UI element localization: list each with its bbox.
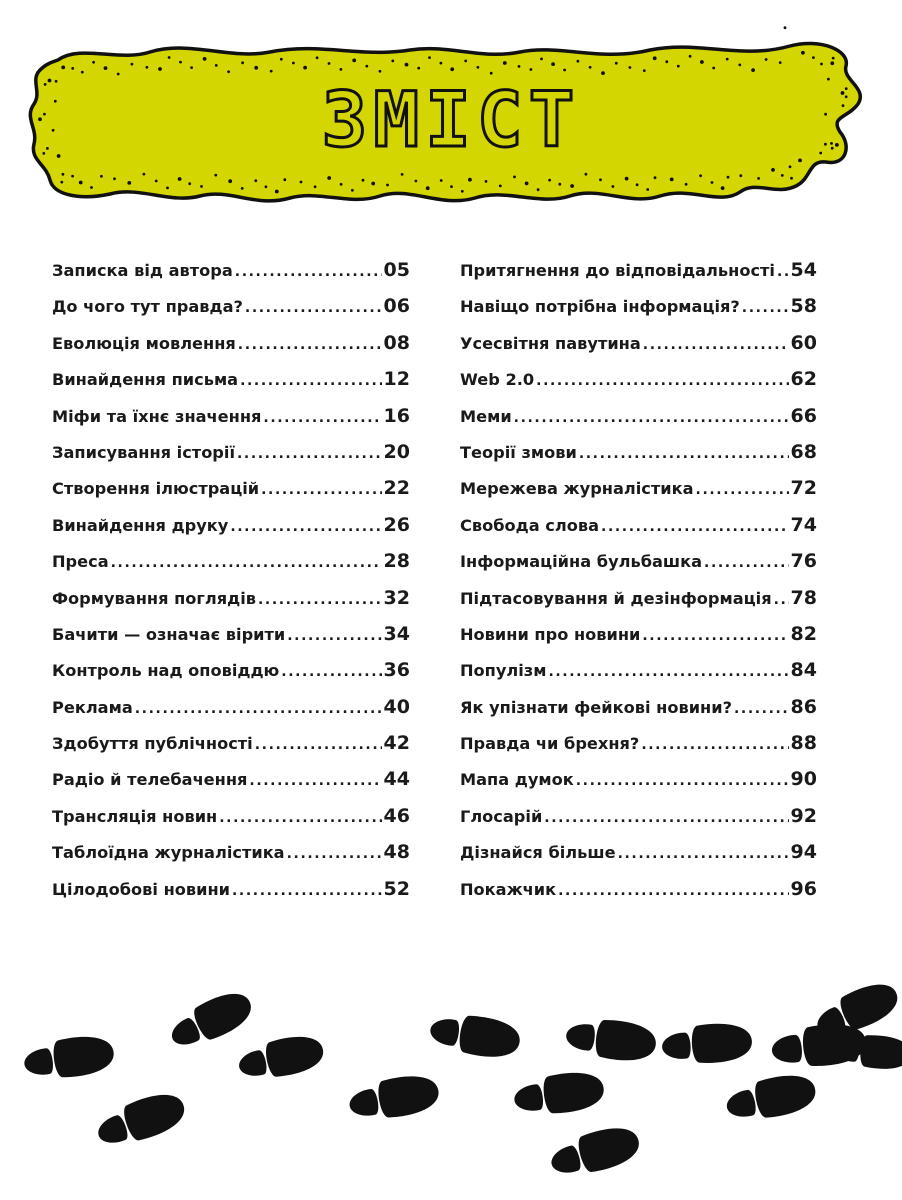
toc-entry	[460, 659, 817, 695]
banner-dot	[391, 60, 394, 63]
banner-dot	[200, 185, 203, 188]
toc-entry-page: 90	[790, 768, 817, 791]
banner-dot	[711, 181, 714, 184]
banner-dot	[280, 58, 283, 61]
banner-dot	[812, 56, 815, 59]
banner-dot	[214, 174, 217, 177]
toc-entry-title: Винайдення друку	[52, 515, 229, 535]
toc-entry-title: Еволюція мовлення	[52, 333, 236, 353]
banner-dot	[712, 67, 715, 70]
toc-entry	[460, 841, 817, 877]
banner-dot	[612, 185, 615, 188]
toc-entry-title: Притягнення до відповідальності	[460, 261, 775, 280]
toc-entry	[460, 368, 817, 404]
toc-entry-title: Створення ілюстрацій	[52, 479, 260, 499]
dot-leader	[232, 883, 382, 899]
toc-entry-title: Дізнайся більше	[460, 843, 616, 863]
toc-entry	[52, 477, 410, 513]
toc-entry-title: Популізм	[460, 661, 547, 681]
dot-leader	[258, 592, 382, 608]
banner-dot	[351, 189, 354, 192]
toc-entry-page: 82	[790, 622, 817, 645]
toc-entry	[460, 732, 817, 768]
toc-entry-page: 32	[383, 586, 410, 609]
toc-entry	[52, 405, 410, 441]
banner-dot	[537, 188, 540, 191]
banner-dot	[685, 183, 688, 186]
banner-dot	[283, 178, 286, 181]
toc-entry-title: Глосарій	[460, 806, 543, 826]
banner-dot	[790, 177, 793, 180]
banner-dot	[428, 56, 431, 59]
toc-entry-title: Мережева журналістика	[460, 479, 694, 499]
banner-dot	[784, 26, 787, 29]
toc-entry	[460, 550, 817, 586]
toc-entry-page: 20	[383, 440, 410, 463]
banner-dot	[530, 68, 533, 71]
dot-leader	[219, 810, 381, 826]
banner-dot	[636, 183, 639, 186]
dot-leader	[245, 300, 382, 316]
dot-leader	[536, 373, 788, 389]
toc-entry-title: Web 2.0	[460, 370, 535, 390]
banner-dot	[629, 66, 632, 69]
dot-leader	[261, 482, 381, 498]
toc-entry-page: 05	[383, 259, 410, 281]
banner-dot	[62, 173, 65, 176]
banner-dot	[401, 173, 404, 176]
dot-leader	[263, 410, 381, 426]
toc-entry-title: Міфи та їхнє значення	[52, 406, 262, 426]
banner-dot	[765, 58, 768, 61]
toc-entry-page: 68	[790, 440, 817, 463]
banner-dot	[71, 175, 74, 178]
dot-leader	[601, 519, 789, 535]
banner-dot	[61, 66, 65, 70]
banner-dot	[316, 56, 319, 59]
banner-dot	[563, 69, 566, 72]
banner-dot	[689, 55, 692, 58]
toc-entry-title: Як упізнати фейкові новини?	[460, 697, 732, 717]
dot-leader	[238, 337, 382, 353]
banner-dot	[450, 67, 454, 71]
banner-dot	[677, 65, 680, 68]
banner-dot	[166, 187, 169, 190]
toc-entry-title: Новини про новини	[460, 624, 641, 644]
toc-entry	[52, 623, 410, 659]
banner-dot	[625, 177, 629, 181]
banner-dot	[371, 182, 375, 186]
toc-entry-page: 44	[383, 768, 410, 791]
toc-entry	[52, 659, 410, 695]
toc-entry-title: Інформаційна бульбашка	[460, 552, 703, 572]
banner-dot	[739, 174, 742, 177]
banner-dot	[820, 63, 823, 66]
banner-dot	[646, 188, 649, 191]
dot-leader	[514, 410, 789, 426]
banner-dot	[440, 179, 443, 182]
footprint-icon	[723, 1070, 819, 1127]
toc-entry-title: Бачити — означає вірити	[52, 624, 286, 644]
toc-entry	[460, 623, 817, 659]
toc-entry-page: 06	[383, 295, 410, 318]
banner-dot	[131, 63, 134, 66]
banner-dot	[60, 181, 63, 184]
toc-entry-title: Преса	[52, 552, 109, 572]
toc-entry-title: Правда чи брехня?	[460, 734, 640, 754]
banner-dot	[615, 62, 618, 65]
banner-dot	[127, 181, 131, 185]
banner-dot	[241, 187, 244, 190]
banner-dot	[415, 180, 418, 183]
banner-dot	[352, 59, 356, 63]
toc-entry-page: 52	[383, 877, 410, 900]
toc-entry-page: 92	[790, 804, 817, 827]
banner-dot	[699, 174, 702, 177]
toc-entry	[460, 477, 817, 513]
banner-dot	[599, 178, 602, 181]
toc-entry-page: 96	[790, 877, 817, 900]
toc-entry-page: 08	[383, 331, 410, 354]
banner-dot	[340, 183, 343, 186]
toc-right-column	[460, 259, 817, 914]
toc-entry-title: Формування поглядів	[52, 588, 256, 608]
toc-entry-page: 12	[383, 368, 410, 391]
banner-dot	[275, 190, 279, 194]
toc-entry	[52, 295, 410, 331]
toc-entry-title: Записування історії	[52, 442, 235, 462]
toc-entry	[52, 332, 410, 368]
banner-dot	[327, 176, 331, 180]
dot-leader	[249, 773, 381, 789]
toc-entry-page: 22	[383, 477, 410, 500]
banner-dot	[188, 182, 191, 185]
banner-dot	[518, 65, 521, 68]
banner-dot	[499, 185, 502, 188]
banner-dot	[757, 177, 760, 180]
toc-entry	[52, 368, 410, 404]
dot-leader	[235, 264, 382, 280]
dot-leader	[641, 737, 788, 753]
footprint-icon	[546, 1121, 643, 1183]
banner-dot	[670, 178, 674, 182]
toc-entry-title: Цілодобові новини	[52, 879, 231, 899]
banner-dot	[726, 58, 729, 61]
toc-entry	[460, 259, 817, 295]
dot-leader	[696, 482, 789, 498]
toc-entry	[52, 550, 410, 586]
footprint-icon	[346, 1071, 441, 1125]
banner-dot	[570, 184, 574, 188]
toc-entry-title: Навіщо потрібна інформація?	[460, 297, 740, 317]
banner-dot	[801, 51, 805, 55]
toc-entry-title: Контроль над оповіддю	[52, 661, 280, 681]
banner-dot	[405, 63, 409, 67]
toc-entry-title: Реклама	[52, 697, 133, 717]
banner-dot	[540, 58, 543, 61]
banner-dot	[254, 179, 257, 182]
toc-entry	[52, 514, 410, 550]
dot-leader	[777, 264, 789, 280]
banner-dot	[190, 66, 193, 69]
toc-entry-title: Меми	[460, 406, 512, 426]
toc-entry-page: 86	[790, 695, 817, 718]
banner-dot	[468, 178, 472, 182]
toc-entry-title: Мапа думок	[460, 770, 574, 790]
footprint-icon	[661, 1021, 753, 1066]
toc-entry-page: 58	[790, 295, 817, 318]
banner-dot	[228, 179, 232, 183]
banner-dot	[265, 185, 268, 188]
toc-entry	[460, 696, 817, 732]
toc-entry-title: Здобуття публічності	[52, 734, 253, 754]
banner-dot	[300, 181, 303, 184]
toc-entry-title: Винайдення письма	[52, 370, 239, 390]
footprint-icon	[22, 1032, 117, 1083]
dot-leader	[742, 300, 789, 316]
toc-entry	[52, 259, 410, 295]
banner-dot	[781, 174, 784, 177]
toc-entry	[460, 768, 817, 804]
toc-entry	[460, 332, 817, 368]
banner-dot	[585, 173, 588, 176]
banner-dot	[738, 64, 741, 67]
banner-dot	[485, 180, 488, 183]
banner-dot	[113, 177, 116, 180]
toc-entry-page: 78	[790, 586, 817, 609]
banner-dot	[215, 64, 218, 67]
footprint-icon	[164, 985, 257, 1056]
dot-leader	[281, 664, 381, 680]
toc-entry	[52, 732, 410, 768]
toc-entry	[52, 805, 410, 841]
banner-dot	[700, 60, 704, 64]
dot-leader	[704, 555, 789, 571]
toc-entry	[460, 405, 817, 441]
dot-leader	[240, 373, 381, 389]
banner-dot	[653, 56, 657, 60]
toc-entry-page: 74	[790, 513, 817, 536]
toc-entry-page: 16	[383, 404, 410, 427]
banner-dot	[779, 61, 782, 64]
dot-leader	[576, 773, 789, 789]
toc-entry-title: Записка від автора	[52, 261, 233, 280]
toc-entry-page: 72	[790, 477, 817, 500]
banner-dot	[168, 56, 171, 59]
toc-entry-page: 94	[790, 841, 817, 864]
banner-dot	[426, 186, 430, 190]
banner-dot	[417, 67, 420, 70]
banner-dot	[292, 62, 295, 65]
toc-entry-page: 62	[790, 368, 817, 391]
banner-dot	[104, 66, 108, 70]
banner-dot	[79, 181, 83, 185]
toc-entry	[52, 587, 410, 623]
toc-entry-page: 26	[383, 513, 410, 536]
dot-leader	[255, 737, 382, 753]
toc-entry	[52, 441, 410, 477]
banner-dot	[654, 176, 657, 179]
toc-entry	[52, 768, 410, 804]
dot-leader	[642, 628, 788, 644]
banner-dot	[727, 176, 730, 179]
dot-leader	[579, 446, 789, 462]
dot-leader	[548, 664, 788, 680]
banner-dot	[158, 67, 162, 71]
toc-entry-page: 34	[383, 622, 410, 645]
toc-entry-title: Радіо й телебачення	[52, 770, 248, 790]
banner-dot	[178, 177, 182, 181]
toc-entry	[52, 841, 410, 877]
banner-dot	[90, 186, 93, 189]
banner-dot	[386, 184, 389, 187]
toc-entry-title: Покажчик	[460, 879, 557, 899]
banner-dot	[254, 66, 258, 70]
toc-entry-page: 88	[790, 732, 817, 755]
footprints-decoration	[0, 960, 902, 1200]
footprint-icon	[564, 1016, 658, 1064]
toc-entry-title: Усесвітня павутина	[460, 333, 641, 353]
banner-dot	[303, 66, 307, 70]
banner-dot	[362, 179, 365, 182]
footprint-icon	[92, 1086, 190, 1153]
toc-entry-page: 40	[383, 695, 410, 718]
banner-dot	[461, 190, 464, 193]
dot-leader	[237, 446, 382, 462]
dot-leader	[287, 846, 382, 862]
toc-entry-page: 28	[383, 550, 410, 573]
banner-dot	[241, 61, 244, 64]
toc-entry-title: До чого тут правда?	[52, 297, 243, 317]
footprint-icon	[428, 1010, 523, 1061]
banner-dot	[146, 66, 149, 69]
dot-leader	[643, 337, 789, 353]
toc-left-column	[52, 259, 410, 914]
dot-leader	[135, 701, 382, 717]
toc-entry-title: Теорії змови	[460, 442, 577, 462]
banner-dot	[558, 183, 561, 186]
banner-dot	[340, 68, 343, 71]
banner-dot	[503, 61, 507, 65]
toc-entry	[460, 805, 817, 841]
footprint-icon	[235, 1031, 326, 1085]
banner-dot	[589, 66, 592, 69]
banner-dot	[143, 173, 146, 176]
dot-leader	[558, 883, 788, 899]
dot-leader	[230, 519, 381, 535]
footprint-icon	[512, 1068, 607, 1119]
toc-entry-title: Таблоїдна журналістика	[52, 843, 285, 863]
toc-entry-page: 36	[383, 659, 410, 682]
banner-dot	[203, 57, 207, 61]
banner-dot	[450, 185, 453, 188]
dot-leader	[111, 555, 382, 571]
banner-dot	[179, 61, 182, 64]
title-banner	[0, 0, 902, 240]
banner-dot	[155, 180, 158, 183]
banner-dot	[548, 179, 551, 182]
toc-entry-page: 54	[790, 259, 817, 281]
toc-entry-page: 60	[790, 331, 817, 354]
dot-leader	[734, 701, 789, 717]
banner-dot	[477, 66, 480, 69]
banner-dot	[721, 186, 725, 190]
banner-dot	[551, 62, 555, 66]
banner-dot	[440, 62, 443, 65]
banner-dot	[328, 62, 331, 65]
banner-dot	[71, 67, 74, 70]
banner-dot	[92, 61, 95, 64]
banner-dot	[314, 185, 317, 188]
banner-dot	[832, 57, 835, 60]
banner-dot	[771, 168, 775, 172]
toc-entry	[460, 587, 817, 623]
banner-dot	[830, 61, 834, 65]
toc-entry	[52, 696, 410, 732]
toc-entry-title: Свобода слова	[460, 515, 600, 535]
dot-leader	[774, 592, 789, 608]
toc-entry-page: 76	[790, 550, 817, 573]
toc-entry-page: 42	[383, 732, 410, 755]
banner-dot	[100, 175, 103, 178]
banner-dot	[464, 60, 467, 63]
banner-dot	[525, 182, 529, 186]
toc-entry-page: 48	[383, 841, 410, 864]
toc-entry	[460, 514, 817, 550]
banner-dot	[365, 65, 368, 68]
toc-entry	[460, 878, 817, 914]
page-title: ЗМІСТ	[321, 75, 581, 164]
toc-entry-title: Підтасовування й дезінформація	[460, 588, 772, 608]
banner-dot	[513, 176, 516, 179]
toc-entry-page: 84	[790, 659, 817, 682]
toc-entry	[460, 295, 817, 331]
toc-entry-page: 66	[790, 404, 817, 427]
banner-dot	[665, 60, 668, 63]
toc-entry-title: Трансляція новин	[52, 806, 218, 826]
dot-leader	[287, 628, 381, 644]
banner-dot	[577, 60, 580, 63]
toc-entry	[52, 878, 410, 914]
dot-leader	[618, 846, 789, 862]
dot-leader	[544, 810, 788, 826]
toc-entry	[460, 441, 817, 477]
toc-entry-page: 46	[383, 804, 410, 827]
